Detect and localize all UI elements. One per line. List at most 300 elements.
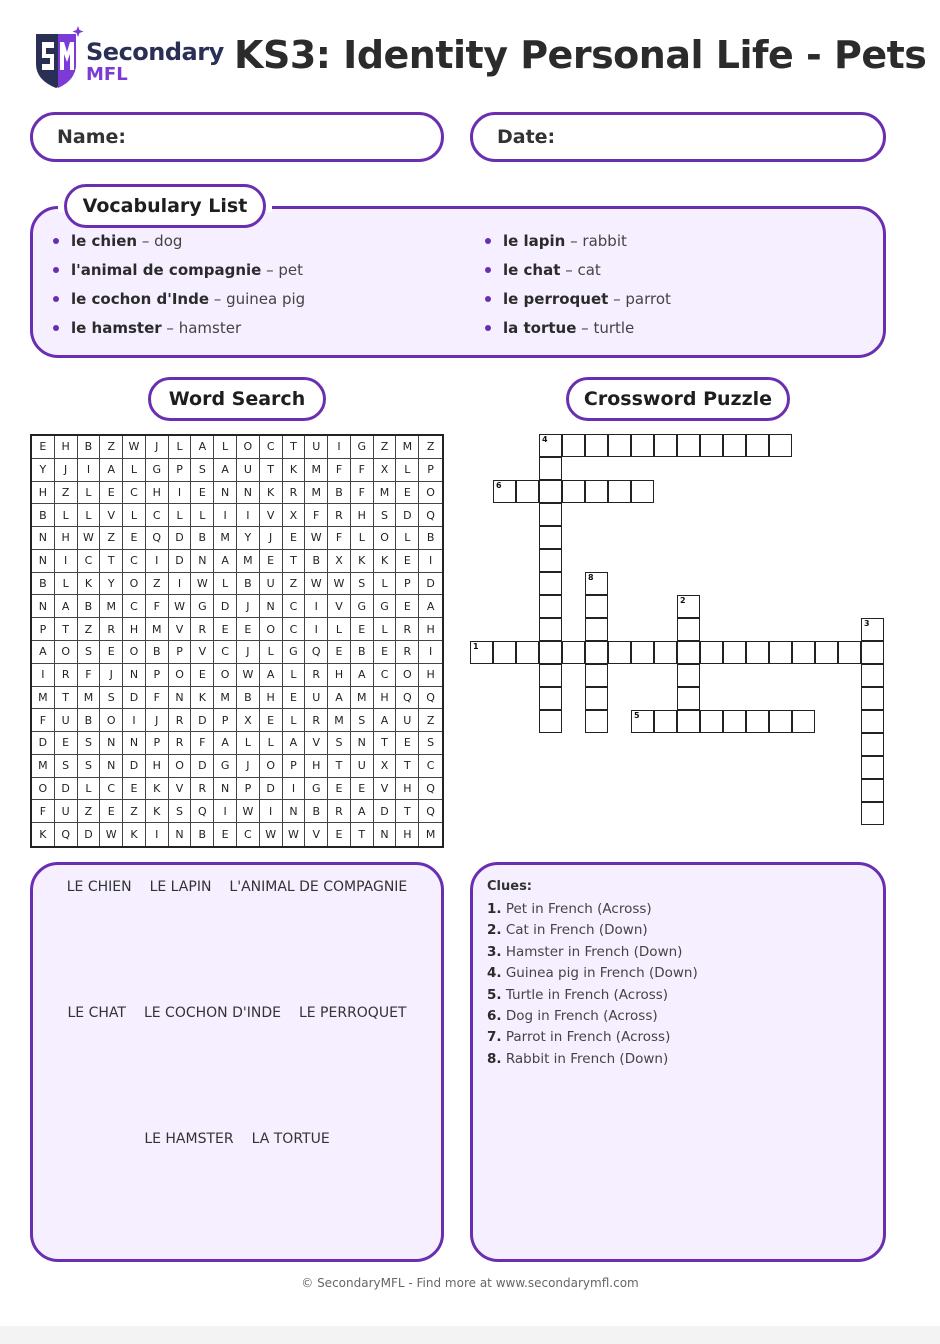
word-search-cell[interactable]: X bbox=[237, 709, 260, 732]
crossword-cell[interactable] bbox=[539, 664, 562, 687]
word-search-cell[interactable]: M bbox=[425, 828, 436, 842]
word-search-cell[interactable]: D bbox=[191, 755, 214, 778]
word-search-cell[interactable]: I bbox=[305, 618, 328, 641]
word-search-cell[interactable]: P bbox=[169, 459, 192, 482]
crossword-cell[interactable] bbox=[677, 687, 700, 710]
word-search-cell[interactable]: R bbox=[55, 664, 78, 687]
word-search-cell[interactable]: C bbox=[283, 595, 306, 618]
word-search-cell[interactable]: B bbox=[419, 527, 442, 550]
word-search-cell[interactable]: S bbox=[100, 687, 123, 710]
word-search-cell[interactable]: N bbox=[214, 778, 237, 801]
word-search-cell[interactable]: Q bbox=[305, 641, 328, 664]
word-search-cell[interactable]: D bbox=[123, 755, 146, 778]
word-search-cell[interactable]: D bbox=[32, 732, 55, 755]
word-search-cell[interactable]: N bbox=[237, 482, 260, 505]
word-search-cell[interactable]: B bbox=[191, 527, 214, 550]
word-search-cell[interactable]: W bbox=[305, 527, 328, 550]
word-search-cell[interactable]: D bbox=[123, 687, 146, 710]
crossword-cell[interactable] bbox=[769, 641, 792, 664]
word-search-cell[interactable]: E bbox=[351, 778, 374, 801]
word-search-cell[interactable]: K bbox=[123, 823, 146, 846]
word-search-cell[interactable]: O bbox=[169, 664, 192, 687]
word-search-cell[interactable]: U bbox=[55, 800, 78, 823]
word-search-cell[interactable]: S bbox=[351, 573, 374, 596]
word-search-cell[interactable]: B bbox=[32, 504, 55, 527]
crossword-cell[interactable] bbox=[631, 480, 654, 503]
word-search-cell[interactable]: K bbox=[374, 550, 397, 573]
word-search-cell[interactable]: I bbox=[169, 573, 192, 596]
word-search-cell[interactable]: D bbox=[55, 778, 78, 801]
crossword-cell[interactable] bbox=[493, 641, 516, 664]
word-search-cell[interactable]: Z bbox=[146, 573, 169, 596]
crossword-cell[interactable] bbox=[470, 641, 493, 664]
word-search-cell[interactable]: R bbox=[283, 482, 306, 505]
word-search-cell[interactable]: H bbox=[396, 778, 419, 801]
word-search-cell[interactable]: L bbox=[214, 573, 237, 596]
crossword-cell[interactable] bbox=[585, 664, 608, 687]
word-search-cell[interactable]: K bbox=[146, 800, 169, 823]
crossword-cell[interactable] bbox=[516, 641, 539, 664]
word-search-cell[interactable]: U bbox=[237, 459, 260, 482]
word-search-cell[interactable]: R bbox=[169, 709, 192, 732]
word-search-cell[interactable]: F bbox=[32, 800, 55, 823]
word-search-cell[interactable]: L bbox=[169, 504, 192, 527]
word-search-cell[interactable]: E bbox=[328, 823, 351, 846]
word-search-cell[interactable]: D bbox=[260, 778, 283, 801]
word-search-cell[interactable]: V bbox=[305, 823, 328, 846]
word-search-cell[interactable]: S bbox=[328, 732, 351, 755]
crossword-cell[interactable] bbox=[562, 434, 585, 457]
word-search-cell[interactable]: L bbox=[283, 664, 306, 687]
crossword-cell[interactable] bbox=[861, 779, 884, 802]
word-search-cell[interactable]: Z bbox=[78, 800, 101, 823]
word-search-cell[interactable]: V bbox=[191, 641, 214, 664]
word-search-cell[interactable]: V bbox=[100, 504, 123, 527]
crossword-cell[interactable] bbox=[539, 526, 562, 549]
word-search-cell[interactable]: A bbox=[100, 459, 123, 482]
word-search-cell[interactable]: K bbox=[351, 550, 374, 573]
word-search-cell[interactable]: C bbox=[419, 755, 442, 778]
word-search-cell[interactable]: X bbox=[283, 504, 306, 527]
word-search-cell[interactable]: A bbox=[351, 800, 374, 823]
word-search-cell[interactable]: N bbox=[214, 482, 237, 505]
word-search-cell[interactable]: I bbox=[237, 504, 260, 527]
word-search-cell[interactable]: E bbox=[396, 482, 419, 505]
word-search-cell[interactable]: I bbox=[169, 482, 192, 505]
word-search-cell[interactable]: R bbox=[396, 618, 419, 641]
word-search-cell[interactable]: B bbox=[78, 595, 101, 618]
word-search-cell[interactable]: O bbox=[100, 709, 123, 732]
word-search-cell[interactable]: V bbox=[374, 778, 397, 801]
word-search-cell[interactable]: D bbox=[169, 550, 192, 573]
word-search-cell[interactable]: F bbox=[146, 595, 169, 618]
word-search-cell[interactable]: E bbox=[100, 800, 123, 823]
word-search-cell[interactable]: N bbox=[123, 732, 146, 755]
word-search-cell[interactable]: T bbox=[396, 800, 419, 823]
word-search-cell[interactable]: N bbox=[351, 732, 374, 755]
word-search-cell[interactable]: A bbox=[214, 550, 237, 573]
word-search-cell[interactable]: Q bbox=[419, 687, 442, 710]
word-search-cell[interactable]: C bbox=[283, 618, 306, 641]
word-search-cell[interactable]: N bbox=[169, 687, 192, 710]
word-search-cell[interactable]: C bbox=[123, 550, 146, 573]
word-search-cell[interactable]: N bbox=[260, 595, 283, 618]
word-search-cell[interactable]: V bbox=[169, 778, 192, 801]
word-search-cell[interactable]: W bbox=[328, 573, 351, 596]
crossword-cell[interactable] bbox=[723, 710, 746, 733]
word-search-cell[interactable]: M bbox=[237, 550, 260, 573]
word-search-cell[interactable]: I bbox=[260, 800, 283, 823]
crossword-cell[interactable] bbox=[700, 434, 723, 457]
crossword-cell[interactable] bbox=[539, 503, 562, 526]
word-search-cell[interactable]: V bbox=[169, 618, 192, 641]
crossword-cell[interactable] bbox=[585, 480, 608, 503]
word-search-cell[interactable]: U bbox=[396, 709, 419, 732]
word-search-cell[interactable]: M bbox=[32, 755, 55, 778]
word-search-cell[interactable]: H bbox=[32, 482, 55, 505]
word-search-cell[interactable]: O bbox=[169, 755, 192, 778]
word-search-cell[interactable]: G bbox=[214, 755, 237, 778]
word-search-cell[interactable]: M bbox=[100, 595, 123, 618]
word-search-cell[interactable]: I bbox=[419, 641, 442, 664]
word-search-cell[interactable]: E bbox=[32, 436, 55, 459]
word-search-cell[interactable]: Q bbox=[396, 687, 419, 710]
word-search-grid[interactable] bbox=[30, 434, 444, 848]
word-search-cell[interactable]: H bbox=[328, 664, 351, 687]
word-search-cell[interactable]: N bbox=[32, 550, 55, 573]
word-search-cell[interactable]: K bbox=[146, 778, 169, 801]
word-search-cell[interactable]: M bbox=[214, 687, 237, 710]
word-search-cell[interactable]: F bbox=[32, 709, 55, 732]
crossword-cell[interactable] bbox=[539, 572, 562, 595]
word-search-cell[interactable]: B bbox=[237, 687, 260, 710]
word-search-cell[interactable]: B bbox=[237, 573, 260, 596]
word-search-cell[interactable]: P bbox=[146, 664, 169, 687]
word-search-cell[interactable]: H bbox=[351, 504, 374, 527]
word-search-cell[interactable]: G bbox=[305, 778, 328, 801]
crossword-cell[interactable] bbox=[539, 549, 562, 572]
word-search-cell[interactable]: D bbox=[191, 709, 214, 732]
crossword-cell[interactable] bbox=[792, 710, 815, 733]
word-search-cell[interactable]: A bbox=[191, 436, 214, 459]
word-search-cell[interactable]: E bbox=[260, 550, 283, 573]
word-search-cell[interactable]: H bbox=[146, 482, 169, 505]
crossword-cell[interactable] bbox=[746, 434, 769, 457]
word-search-cell[interactable]: H bbox=[305, 755, 328, 778]
word-search-cell[interactable]: N bbox=[283, 800, 306, 823]
word-search-cell[interactable]: S bbox=[169, 800, 192, 823]
word-search-cell[interactable]: J bbox=[237, 641, 260, 664]
word-search-cell[interactable]: E bbox=[396, 550, 419, 573]
word-search-cell[interactable]: D bbox=[169, 527, 192, 550]
word-search-cell[interactable]: E bbox=[100, 641, 123, 664]
crossword-cell[interactable] bbox=[861, 641, 884, 664]
word-search-cell[interactable]: A bbox=[283, 732, 306, 755]
word-search-cell[interactable]: L bbox=[351, 527, 374, 550]
word-search-cell[interactable]: E bbox=[214, 618, 237, 641]
word-search-cell[interactable]: B bbox=[78, 436, 101, 459]
crossword-cell[interactable] bbox=[861, 710, 884, 733]
word-search-cell[interactable]: S bbox=[374, 504, 397, 527]
word-search-cell[interactable]: H bbox=[55, 527, 78, 550]
word-search-cell[interactable]: L bbox=[260, 641, 283, 664]
word-search-cell[interactable]: Y bbox=[32, 459, 55, 482]
word-search-cell[interactable]: M bbox=[396, 436, 419, 459]
crossword-cell[interactable] bbox=[539, 480, 562, 503]
word-search-cell[interactable]: E bbox=[191, 482, 214, 505]
word-search-cell[interactable]: W bbox=[123, 436, 146, 459]
date-field[interactable] bbox=[470, 112, 886, 162]
word-search-cell[interactable]: A bbox=[328, 687, 351, 710]
word-search-cell[interactable]: I bbox=[123, 709, 146, 732]
crossword-cell[interactable] bbox=[838, 641, 861, 664]
word-search-cell[interactable]: H bbox=[396, 823, 419, 846]
word-search-cell[interactable]: A bbox=[419, 595, 442, 618]
word-search-cell[interactable]: Q bbox=[55, 823, 78, 846]
word-search-cell[interactable]: Q bbox=[419, 800, 442, 823]
word-search-cell[interactable]: Z bbox=[55, 482, 78, 505]
word-search-cell[interactable]: F bbox=[328, 527, 351, 550]
word-search-cell[interactable]: A bbox=[32, 641, 55, 664]
crossword-cell[interactable] bbox=[631, 641, 654, 664]
crossword-cell[interactable] bbox=[585, 687, 608, 710]
word-search-cell[interactable]: T bbox=[55, 618, 78, 641]
word-search-cell[interactable]: L bbox=[374, 573, 397, 596]
word-search-cell[interactable]: W bbox=[237, 800, 260, 823]
word-search-cell[interactable]: H bbox=[419, 618, 442, 641]
word-search-cell[interactable]: E bbox=[123, 527, 146, 550]
word-search-cell[interactable]: V bbox=[260, 504, 283, 527]
word-search-cell[interactable]: O bbox=[32, 778, 55, 801]
word-search-cell[interactable]: R bbox=[396, 641, 419, 664]
word-search-cell[interactable]: M bbox=[214, 527, 237, 550]
crossword-cell[interactable] bbox=[654, 641, 677, 664]
word-search-cell[interactable]: E bbox=[283, 687, 306, 710]
word-search-cell[interactable]: E bbox=[191, 664, 214, 687]
word-search-cell[interactable]: G bbox=[374, 595, 397, 618]
crossword-cell[interactable] bbox=[769, 710, 792, 733]
crossword-cell[interactable] bbox=[861, 802, 884, 825]
word-search-cell[interactable]: E bbox=[237, 618, 260, 641]
word-search-cell[interactable]: Z bbox=[100, 527, 123, 550]
word-search-cell[interactable]: O bbox=[396, 664, 419, 687]
word-search-cell[interactable]: S bbox=[419, 732, 442, 755]
word-search-cell[interactable]: P bbox=[419, 459, 442, 482]
word-search-cell[interactable]: T bbox=[100, 550, 123, 573]
word-search-cell[interactable]: R bbox=[305, 664, 328, 687]
crossword-cell[interactable] bbox=[861, 664, 884, 687]
word-search-cell[interactable]: O bbox=[123, 641, 146, 664]
word-search-cell[interactable]: I bbox=[78, 459, 101, 482]
word-search-cell[interactable]: E bbox=[351, 618, 374, 641]
word-search-cell[interactable]: C bbox=[123, 482, 146, 505]
word-search-cell[interactable]: B bbox=[191, 823, 214, 846]
crossword-cell[interactable] bbox=[654, 434, 677, 457]
crossword-cell[interactable] bbox=[677, 641, 700, 664]
word-search-cell[interactable]: L bbox=[396, 459, 419, 482]
word-search-cell[interactable]: L bbox=[396, 527, 419, 550]
word-search-cell[interactable]: E bbox=[396, 732, 419, 755]
crossword-cell[interactable] bbox=[769, 434, 792, 457]
word-search-cell[interactable]: L bbox=[78, 778, 101, 801]
crossword-cell[interactable] bbox=[516, 480, 539, 503]
word-search-cell[interactable]: Y bbox=[237, 527, 260, 550]
word-search-cell[interactable]: E bbox=[328, 778, 351, 801]
crossword-cell[interactable] bbox=[539, 434, 562, 457]
word-search-cell[interactable]: T bbox=[396, 755, 419, 778]
word-search-cell[interactable]: P bbox=[32, 618, 55, 641]
word-search-cell[interactable]: L bbox=[78, 504, 101, 527]
word-search-cell[interactable]: R bbox=[100, 618, 123, 641]
word-search-cell[interactable]: H bbox=[419, 664, 442, 687]
word-search-cell[interactable]: E bbox=[328, 641, 351, 664]
word-search-cell[interactable]: Z bbox=[100, 436, 123, 459]
word-search-cell[interactable]: N bbox=[100, 755, 123, 778]
word-search-cell[interactable]: E bbox=[260, 709, 283, 732]
word-search-cell[interactable]: I bbox=[214, 504, 237, 527]
word-search-cell[interactable]: R bbox=[191, 618, 214, 641]
word-search-cell[interactable]: W bbox=[191, 573, 214, 596]
word-search-cell[interactable]: U bbox=[55, 709, 78, 732]
word-search-cell[interactable]: P bbox=[237, 778, 260, 801]
word-search-cell[interactable]: K bbox=[191, 687, 214, 710]
word-search-cell[interactable]: Z bbox=[78, 618, 101, 641]
crossword-cell[interactable] bbox=[677, 595, 700, 618]
word-search-cell[interactable]: H bbox=[55, 436, 78, 459]
word-search-cell[interactable]: U bbox=[305, 687, 328, 710]
word-search-cell[interactable]: C bbox=[237, 823, 260, 846]
word-search-cell[interactable]: R bbox=[305, 709, 328, 732]
word-search-cell[interactable]: H bbox=[123, 618, 146, 641]
crossword-cell[interactable] bbox=[677, 434, 700, 457]
crossword-cell[interactable] bbox=[608, 480, 631, 503]
word-search-cell[interactable]: H bbox=[260, 687, 283, 710]
word-search-cell[interactable]: C bbox=[123, 595, 146, 618]
crossword-grid[interactable] bbox=[470, 434, 890, 834]
crossword-cell[interactable] bbox=[585, 710, 608, 733]
crossword-cell[interactable] bbox=[723, 434, 746, 457]
word-search-cell[interactable]: L bbox=[191, 504, 214, 527]
crossword-cell[interactable] bbox=[585, 595, 608, 618]
word-search-cell[interactable]: M bbox=[78, 687, 101, 710]
word-search-cell[interactable]: S bbox=[78, 641, 101, 664]
word-search-cell[interactable]: D bbox=[419, 573, 442, 596]
word-search-cell[interactable]: S bbox=[351, 709, 374, 732]
word-search-cell[interactable]: T bbox=[283, 436, 306, 459]
word-search-cell[interactable]: B bbox=[305, 800, 328, 823]
crossword-cell[interactable] bbox=[861, 618, 884, 641]
crossword-cell[interactable] bbox=[677, 618, 700, 641]
word-search-cell[interactable]: X bbox=[328, 550, 351, 573]
word-search-cell[interactable]: Z bbox=[374, 436, 397, 459]
word-search-cell[interactable]: U bbox=[305, 436, 328, 459]
word-search-cell[interactable]: E bbox=[55, 732, 78, 755]
word-search-cell[interactable]: N bbox=[169, 823, 192, 846]
word-search-cell[interactable]: N bbox=[191, 550, 214, 573]
word-search-cell[interactable]: W bbox=[283, 823, 306, 846]
word-search-cell[interactable]: G bbox=[283, 641, 306, 664]
word-search-cell[interactable]: J bbox=[260, 527, 283, 550]
crossword-cell[interactable] bbox=[861, 733, 884, 756]
word-search-cell[interactable]: O bbox=[419, 482, 442, 505]
word-search-cell[interactable]: K bbox=[78, 573, 101, 596]
crossword-cell[interactable] bbox=[539, 618, 562, 641]
word-search-cell[interactable]: E bbox=[214, 823, 237, 846]
word-search-cell[interactable]: N bbox=[123, 664, 146, 687]
word-search-cell[interactable]: I bbox=[328, 436, 351, 459]
word-search-cell[interactable]: A bbox=[351, 664, 374, 687]
crossword-cell[interactable] bbox=[631, 434, 654, 457]
word-search-cell[interactable]: L bbox=[260, 732, 283, 755]
word-search-cell[interactable]: H bbox=[374, 687, 397, 710]
crossword-cell[interactable] bbox=[562, 480, 585, 503]
word-search-cell[interactable]: F bbox=[191, 732, 214, 755]
word-search-cell[interactable]: M bbox=[305, 459, 328, 482]
word-search-cell[interactable]: S bbox=[78, 732, 101, 755]
word-search-cell[interactable]: I bbox=[283, 778, 306, 801]
word-search-cell[interactable]: G bbox=[351, 436, 374, 459]
word-search-cell[interactable]: A bbox=[214, 459, 237, 482]
word-search-cell[interactable]: R bbox=[191, 778, 214, 801]
word-search-cell[interactable]: P bbox=[169, 641, 192, 664]
word-search-cell[interactable]: T bbox=[260, 459, 283, 482]
word-search-cell[interactable]: R bbox=[328, 504, 351, 527]
crossword-cell[interactable] bbox=[608, 434, 631, 457]
word-search-cell[interactable]: P bbox=[146, 732, 169, 755]
word-search-cell[interactable]: L bbox=[237, 732, 260, 755]
word-search-cell[interactable]: T bbox=[55, 687, 78, 710]
crossword-cell[interactable] bbox=[631, 710, 654, 733]
word-search-cell[interactable]: C bbox=[260, 436, 283, 459]
word-search-cell[interactable]: C bbox=[100, 778, 123, 801]
word-search-cell[interactable]: B bbox=[78, 709, 101, 732]
word-search-cell[interactable]: W bbox=[237, 664, 260, 687]
word-search-cell[interactable]: L bbox=[328, 618, 351, 641]
crossword-cell[interactable] bbox=[746, 641, 769, 664]
word-search-cell[interactable]: A bbox=[374, 709, 397, 732]
word-search-cell[interactable]: M bbox=[328, 709, 351, 732]
crossword-cell[interactable] bbox=[700, 641, 723, 664]
word-search-cell[interactable]: K bbox=[260, 482, 283, 505]
word-search-cell[interactable]: F bbox=[328, 459, 351, 482]
word-search-cell[interactable]: D bbox=[214, 595, 237, 618]
word-search-cell[interactable]: Q bbox=[419, 778, 442, 801]
crossword-cell[interactable] bbox=[815, 641, 838, 664]
word-search-cell[interactable]: P bbox=[214, 709, 237, 732]
word-search-cell[interactable]: K bbox=[32, 823, 55, 846]
crossword-cell[interactable] bbox=[562, 641, 585, 664]
word-search-cell[interactable]: F bbox=[305, 504, 328, 527]
word-search-cell[interactable]: J bbox=[100, 664, 123, 687]
word-search-cell[interactable]: C bbox=[214, 641, 237, 664]
word-search-cell[interactable]: V bbox=[328, 595, 351, 618]
word-search-cell[interactable]: E bbox=[374, 641, 397, 664]
word-search-cell[interactable]: I bbox=[32, 664, 55, 687]
crossword-cell[interactable] bbox=[539, 457, 562, 480]
crossword-cell[interactable] bbox=[677, 710, 700, 733]
word-search-cell[interactable]: K bbox=[283, 459, 306, 482]
word-search-cell[interactable]: W bbox=[305, 573, 328, 596]
word-search-cell[interactable]: T bbox=[374, 732, 397, 755]
word-search-cell[interactable]: B bbox=[305, 550, 328, 573]
word-search-cell[interactable]: W bbox=[78, 527, 101, 550]
crossword-cell[interactable] bbox=[539, 687, 562, 710]
word-search-cell[interactable]: Z bbox=[419, 709, 442, 732]
word-search-cell[interactable]: Q bbox=[419, 504, 442, 527]
word-search-cell[interactable]: Q bbox=[191, 800, 214, 823]
word-search-cell[interactable]: O bbox=[237, 436, 260, 459]
crossword-cell[interactable] bbox=[723, 641, 746, 664]
